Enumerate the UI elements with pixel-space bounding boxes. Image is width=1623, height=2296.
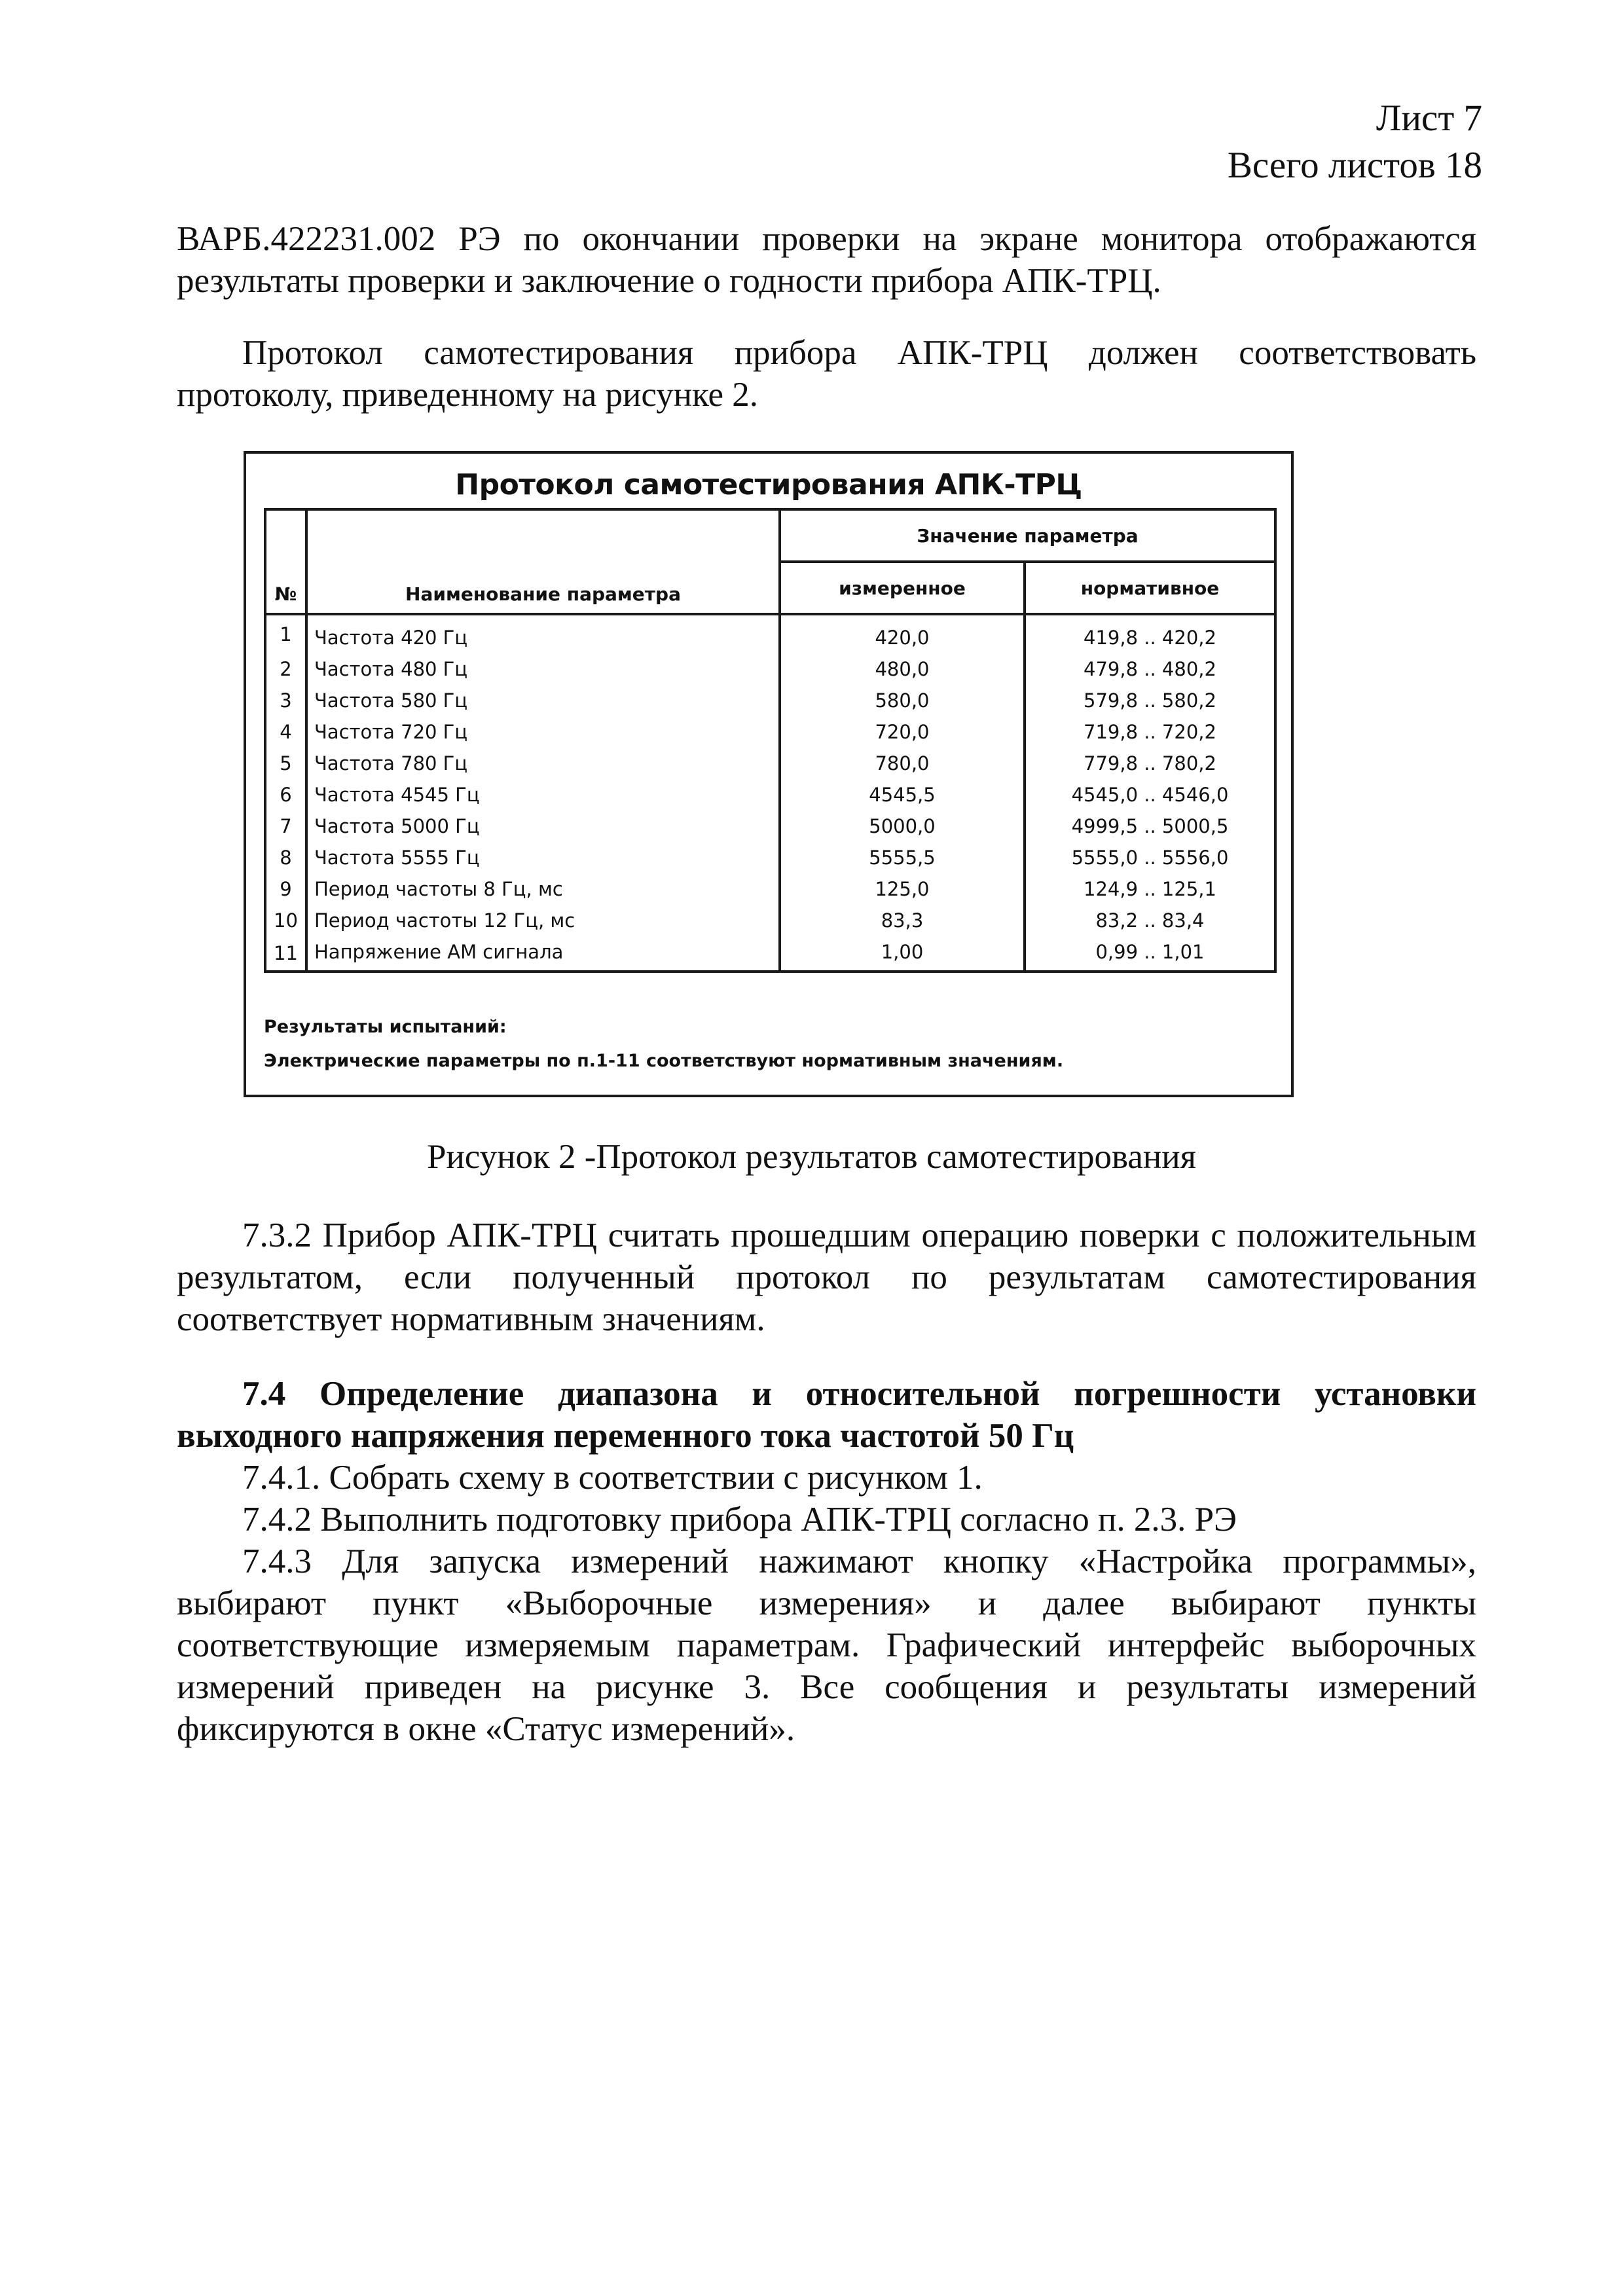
row-number: 9 (265, 873, 306, 905)
row-normative-range: 4999,5 .. 5000,5 (1025, 811, 1275, 842)
row-normative-range: 779,8 .. 780,2 (1025, 748, 1275, 779)
row-measured-value: 480,0 (780, 653, 1025, 685)
section-heading-7-4: 7.4 Определение диапазона и относительной погрешности установки выходного напряжения переменного тока частотой 50 Гц (177, 1375, 1476, 1455)
table-row (265, 716, 1275, 748)
total-sheets: Всего листов 18 (1227, 145, 1482, 186)
row-measured-value: 125,0 (780, 873, 1025, 905)
row-normative-range: 0,99 .. 1,01 (1025, 936, 1275, 972)
header-measured: измеренное (780, 562, 1025, 614)
protocol-table-body (265, 614, 1275, 972)
table-row (265, 842, 1275, 873)
row-parameter-name: Частота 720 Гц (306, 716, 780, 748)
results-text: Электрические параметры по п.1-11 соответствуют нормативным значениям. (264, 1051, 1064, 1071)
row-number: 1 (265, 614, 306, 653)
row-normative-range: 124,9 .. 125,1 (1025, 873, 1275, 905)
table-row (265, 905, 1275, 936)
protocol-table (264, 508, 1277, 973)
row-measured-value: 1,00 (780, 936, 1025, 972)
row-normative-range: 579,8 .. 580,2 (1025, 685, 1275, 716)
row-measured-value: 83,3 (780, 905, 1025, 936)
row-measured-value: 5555,5 (780, 842, 1025, 873)
row-number: 10 (265, 905, 306, 936)
row-parameter-name: Частота 780 Гц (306, 748, 780, 779)
test-results (264, 1010, 1063, 1078)
row-measured-value: 4545,5 (780, 779, 1025, 811)
paragraph-intro: ВАРБ.422231.002 РЭ по окончании проверки на экране монитора отображаются результаты проверки и заключение о годности прибора АПК-ТРЦ. (177, 220, 1476, 300)
paragraph-7-4-3: 7.4.3 Для запуска измерений нажимают кнопку «Настройка программы», выбирают пункт «Выборочные измерения» и далее выбирают пункты соответствующие измеряемым параметрам. Графический интерфейс выборочных измерений приведен на рисунке 3. Все сообщения и результаты измерений фиксируются в окне «Статус измерений». (177, 1542, 1476, 1748)
row-number: 2 (265, 653, 306, 685)
paragraph-7-4-2: 7.4.2 Выполнить подготовку прибора АПК-ТРЦ согласно п. 2.3. РЭ (242, 1501, 1237, 1539)
row-parameter-name: Частота 5000 Гц (306, 811, 780, 842)
row-number: 3 (265, 685, 306, 716)
row-parameter-name: Частота 420 Гц (306, 614, 780, 653)
row-normative-range: 4545,0 .. 4546,0 (1025, 779, 1275, 811)
row-parameter-name: Период частоты 8 Гц, мс (306, 873, 780, 905)
table-row (265, 653, 1275, 685)
row-number: 8 (265, 842, 306, 873)
results-label: Результаты испытаний: (264, 1017, 507, 1037)
row-measured-value: 780,0 (780, 748, 1025, 779)
protocol-figure (244, 451, 1294, 1097)
sheet-info (1228, 95, 1482, 189)
header-value-group: Значение параметра (780, 509, 1275, 562)
row-measured-value: 580,0 (780, 685, 1025, 716)
row-parameter-name: Напряжение АМ сигнала (306, 936, 780, 972)
table-row (265, 936, 1275, 972)
table-row (265, 748, 1275, 779)
row-normative-range: 419,8 .. 420,2 (1025, 614, 1275, 653)
row-parameter-name: Частота 480 Гц (306, 653, 780, 685)
table-row (265, 873, 1275, 905)
header-number: № (265, 509, 306, 614)
table-row (265, 614, 1275, 653)
row-normative-range: 83,2 .. 83,4 (1025, 905, 1275, 936)
row-number: 11 (265, 936, 306, 972)
table-row (265, 811, 1275, 842)
row-normative-range: 479,8 .. 480,2 (1025, 653, 1275, 685)
row-measured-value: 420,0 (780, 614, 1025, 653)
paragraph-protocol-reference: Протокол самотестирования прибора АПК-ТРЦ должен соответствовать протоколу, приведенному на рисунке 2. (177, 334, 1476, 414)
row-number: 7 (265, 811, 306, 842)
figure-caption: Рисунок 2 -Протокол результатов самотестирования (426, 1138, 1197, 1176)
paragraph-7-3-2: 7.3.2 Прибор АПК-ТРЦ считать прошедшим операцию поверки с положительным результатом, если полученный протокол по результатам самотестирования соответствует нормативным значениям. (177, 1216, 1476, 1338)
row-measured-value: 720,0 (780, 716, 1025, 748)
paragraph-7-4-1: 7.4.1. Собрать схему в соответствии с рисунком 1. (242, 1459, 983, 1497)
table-row (265, 685, 1275, 716)
row-normative-range: 719,8 .. 720,2 (1025, 716, 1275, 748)
header-parameter-name: Наименование параметра (306, 509, 780, 614)
row-number: 6 (265, 779, 306, 811)
figure-title: Протокол самотестирования АПК-ТРЦ (455, 468, 1082, 501)
row-number: 4 (265, 716, 306, 748)
row-parameter-name: Частота 5555 Гц (306, 842, 780, 873)
row-parameter-name: Частота 580 Гц (306, 685, 780, 716)
row-parameter-name: Частота 4545 Гц (306, 779, 780, 811)
table-row (265, 779, 1275, 811)
row-parameter-name: Период частоты 12 Гц, мс (306, 905, 780, 936)
row-measured-value: 5000,0 (780, 811, 1025, 842)
row-number: 5 (265, 748, 306, 779)
row-normative-range: 5555,0 .. 5556,0 (1025, 842, 1275, 873)
sheet-number: Лист 7 (1376, 98, 1482, 139)
header-normative: нормативное (1025, 562, 1275, 614)
